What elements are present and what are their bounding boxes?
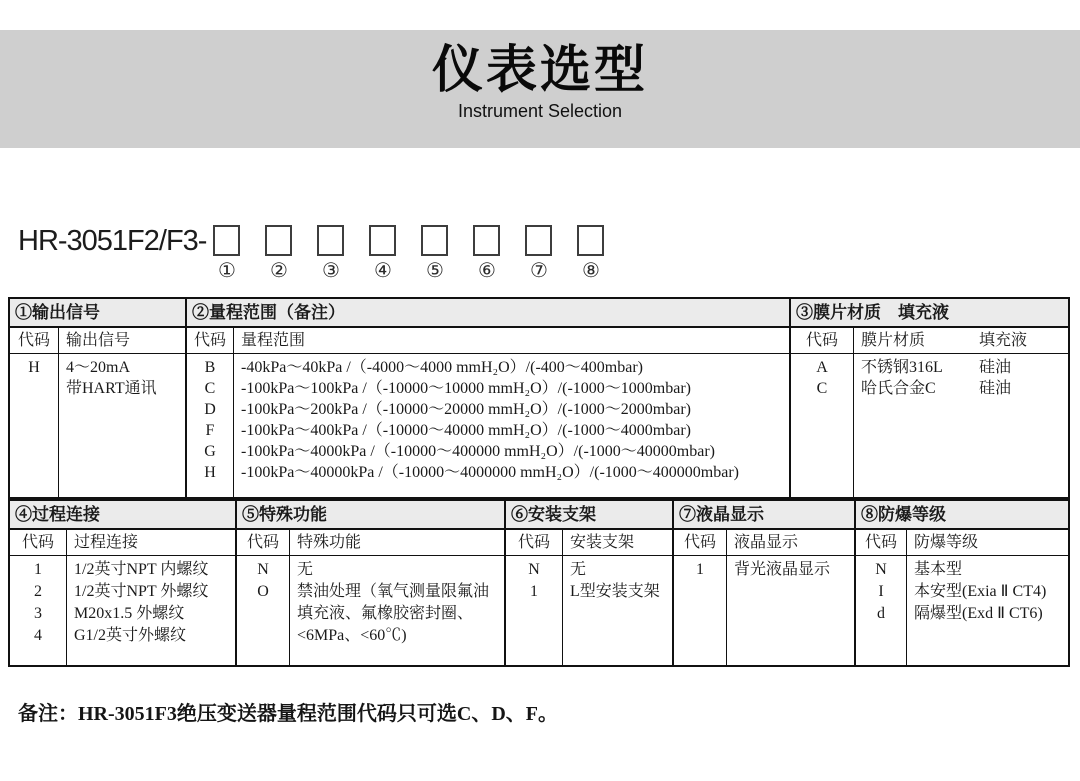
table-row	[10, 603, 235, 625]
section-output-signal	[10, 299, 187, 497]
desc-cell: 无	[570, 561, 587, 578]
code-cell: N	[528, 561, 540, 578]
code-cell: 3	[34, 605, 42, 622]
section-body-diaphragm	[791, 354, 1068, 497]
code-cell: F	[205, 422, 215, 439]
model-position-label-4: ④	[374, 260, 392, 282]
desc-cell: 1/2英寸NPT 内螺纹	[74, 561, 209, 578]
table-row	[10, 357, 185, 399]
code-cell: 2	[34, 583, 42, 600]
desc-cell: -100kPa～40000kPa /（-10000～4000000 mmH₂O）/(-1000～400000mbar)	[241, 464, 739, 481]
section-title-explosion-proof: ⑧防爆等级	[856, 501, 1068, 530]
model-position-label-3: ③	[322, 260, 340, 282]
column-header-desc: 防爆等级	[914, 534, 979, 551]
section-title-mounting-bracket: ⑥安装支架	[506, 501, 672, 530]
section-body-explosion-proof	[856, 556, 1068, 665]
fluid-cell: 硅油	[979, 359, 1012, 376]
table-row	[10, 581, 235, 603]
model-code-row	[18, 224, 604, 283]
column-header-desc: 过程连接	[74, 534, 139, 551]
model-code-box-3	[317, 225, 344, 256]
desc-cell: -100kPa～4000kPa /（-10000～400000 mmH₂O）/(-1000～40000mbar)	[241, 443, 715, 460]
desc-cell: 本安型(Exia Ⅱ CT4)	[914, 583, 1047, 600]
code-cell: C	[204, 380, 216, 397]
column-header-code: 代码	[683, 534, 716, 551]
code-cell: 1	[34, 561, 42, 578]
table-row	[187, 357, 789, 378]
model-code-slots	[213, 225, 604, 283]
table-row	[506, 559, 672, 581]
section-special-function	[237, 501, 506, 665]
code-cell: H	[204, 464, 216, 481]
column-headers-range	[187, 328, 789, 354]
model-code-box-6	[473, 225, 500, 256]
section-title-range: ②量程范围（备注）	[187, 299, 789, 328]
section-body-special-function	[237, 556, 504, 665]
model-code-box-8	[577, 225, 604, 256]
code-cell: C	[816, 380, 828, 397]
column-divider	[562, 530, 563, 665]
footnote: 备注：HR-3051F3绝压变送器量程范围代码只可选C、D、F。	[18, 703, 558, 725]
desc-cell	[853, 378, 1068, 399]
page-title: 仪表选型	[431, 41, 648, 98]
column-header-code: 代码	[21, 534, 54, 551]
section-body-process-connection	[10, 556, 235, 665]
column-header-desc	[853, 328, 1027, 353]
table-row	[187, 399, 789, 420]
table-row	[10, 559, 235, 581]
section-process-connection	[10, 501, 237, 665]
table-row	[506, 581, 672, 603]
code-cell: N	[875, 561, 887, 578]
desc-cell: 基本型	[914, 561, 963, 578]
column-divider	[58, 328, 59, 497]
code-cell: N	[257, 561, 269, 578]
section-body-mounting-bracket	[506, 556, 672, 665]
table-row	[10, 625, 235, 647]
desc-cell: 1/2英寸NPT 外螺纹	[74, 583, 209, 600]
table-row	[187, 462, 789, 483]
column-header-code: 代码	[805, 332, 838, 349]
model-code-slot-7	[525, 225, 552, 283]
desc-cell: M20x1.5 外螺纹	[74, 605, 185, 622]
code-cell: O	[257, 583, 269, 600]
code-cell: I	[878, 583, 884, 600]
code-cell: 1	[530, 583, 538, 600]
model-number: HR-3051F2/F3-	[18, 225, 207, 257]
model-code-slot-3	[317, 225, 344, 283]
section-body-output-signal	[10, 354, 185, 497]
table-row	[791, 378, 1068, 399]
section-mounting-bracket	[506, 501, 674, 665]
section-title-process-connection: ④过程连接	[10, 501, 235, 530]
selection-table-top	[8, 297, 1070, 499]
column-divider	[233, 328, 234, 497]
table-row	[237, 581, 504, 647]
column-header-code: 代码	[864, 534, 897, 551]
page-subtitle: Instrument Selection	[457, 101, 623, 121]
table-row	[791, 357, 1068, 378]
desc-cell: -100kPa～400kPa /（-10000～40000 mmH₂O）/(-1000～4000mbar)	[241, 422, 691, 439]
table-row	[237, 559, 504, 581]
desc-cell: -100kPa～100kPa /（-10000～10000 mmH₂O）/(-1000～1000mbar)	[241, 380, 691, 397]
model-code-slot-2	[265, 225, 292, 283]
column-header-desc: 量程范围	[241, 332, 306, 349]
model-position-label-1: ①	[218, 260, 236, 282]
column-header-code: 代码	[517, 534, 550, 551]
model-position-label-8: ⑧	[582, 260, 600, 282]
code-cell: 1	[696, 561, 704, 578]
desc-cell: 禁油处理（氧气测量限氟油填充液、氟橡胶密封圈、<6MPa、<60℃)	[297, 583, 490, 644]
desc-cell	[853, 357, 1068, 378]
section-title-diaphragm: ③膜片材质 填充液	[791, 299, 1068, 328]
column-header-desc: 安装支架	[570, 534, 635, 551]
column-header-code: 代码	[193, 332, 226, 349]
table-row	[674, 559, 854, 581]
code-cell: 4	[34, 627, 42, 644]
table-row	[856, 581, 1068, 603]
code-cell: d	[877, 605, 885, 622]
model-code-box-1	[213, 225, 240, 256]
section-body-range	[187, 354, 789, 497]
section-explosion-proof	[856, 501, 1068, 665]
column-header-fluid: 填充液	[979, 332, 1028, 349]
model-position-label-6: ⑥	[478, 260, 496, 282]
column-header-material: 膜片材质	[861, 332, 926, 349]
desc-cell: G1/2英寸外螺纹	[74, 627, 187, 644]
material-cell: 哈氏合金C	[861, 380, 936, 397]
code-cell: H	[28, 359, 40, 376]
column-header-desc: 输出信号	[66, 332, 131, 349]
table-row	[187, 378, 789, 399]
model-code-slot-6	[473, 225, 500, 283]
model-code-box-7	[525, 225, 552, 256]
model-position-label-7: ⑦	[530, 260, 548, 282]
column-headers-diaphragm	[791, 328, 1068, 354]
model-code-slot-1	[213, 225, 240, 283]
desc-cell: L型安装支架	[570, 583, 660, 600]
section-body-lcd-display	[674, 556, 854, 665]
model-position-label-5: ⑤	[426, 260, 444, 282]
desc-line: 带HART通讯	[66, 380, 157, 397]
code-cell: D	[204, 401, 216, 418]
column-header-desc: 液晶显示	[734, 534, 799, 551]
column-divider	[906, 530, 907, 665]
table-row	[187, 420, 789, 441]
selection-table-bottom	[8, 499, 1070, 667]
page-header	[0, 30, 1080, 148]
model-code-slot-5	[421, 225, 448, 283]
code-cell: G	[204, 443, 216, 460]
column-headers-explosion-proof	[856, 530, 1068, 556]
table-row	[856, 559, 1068, 581]
section-lcd-display	[674, 501, 856, 665]
column-headers-special-function	[237, 530, 504, 556]
fluid-cell: 硅油	[979, 380, 1012, 397]
model-code-box-2	[265, 225, 292, 256]
column-header-code: 代码	[246, 534, 279, 551]
model-code-box-5	[421, 225, 448, 256]
column-divider	[66, 530, 67, 665]
desc-cell	[58, 357, 185, 399]
table-row	[856, 603, 1068, 625]
model-code-slot-8	[577, 225, 604, 283]
table-row	[187, 441, 789, 462]
desc-line: 4～20mA	[66, 359, 131, 376]
column-divider	[726, 530, 727, 665]
section-title-output-signal: ①输出信号	[10, 299, 185, 328]
model-position-label-2: ②	[270, 260, 288, 282]
section-title-lcd-display: ⑦液晶显示	[674, 501, 854, 530]
column-headers-mounting-bracket	[506, 530, 672, 556]
column-header-desc: 特殊功能	[297, 534, 362, 551]
section-diaphragm	[791, 299, 1068, 497]
column-headers-process-connection	[10, 530, 235, 556]
column-divider	[289, 530, 290, 665]
column-headers-output-signal	[10, 328, 185, 354]
desc-cell: 背光液晶显示	[734, 561, 831, 578]
desc-cell: 隔爆型(Exd Ⅱ CT6)	[914, 605, 1043, 622]
column-headers-lcd-display	[674, 530, 854, 556]
column-header-code: 代码	[17, 332, 50, 349]
material-cell: 不锈钢316L	[861, 359, 943, 376]
desc-cell: -40kPa～40kPa /（-4000～4000 mmH₂O）/(-400～400mbar)	[241, 359, 643, 376]
code-cell: B	[204, 359, 216, 376]
section-title-special-function: ⑤特殊功能	[237, 501, 504, 530]
desc-cell: -100kPa～200kPa /（-10000～20000 mmH₂O）/(-1000～2000mbar)	[241, 401, 691, 418]
column-divider	[853, 328, 854, 497]
model-code-box-4	[369, 225, 396, 256]
code-cell: A	[816, 359, 828, 376]
model-code-slot-4	[369, 225, 396, 283]
section-range	[187, 299, 791, 497]
desc-cell: 无	[297, 561, 314, 578]
